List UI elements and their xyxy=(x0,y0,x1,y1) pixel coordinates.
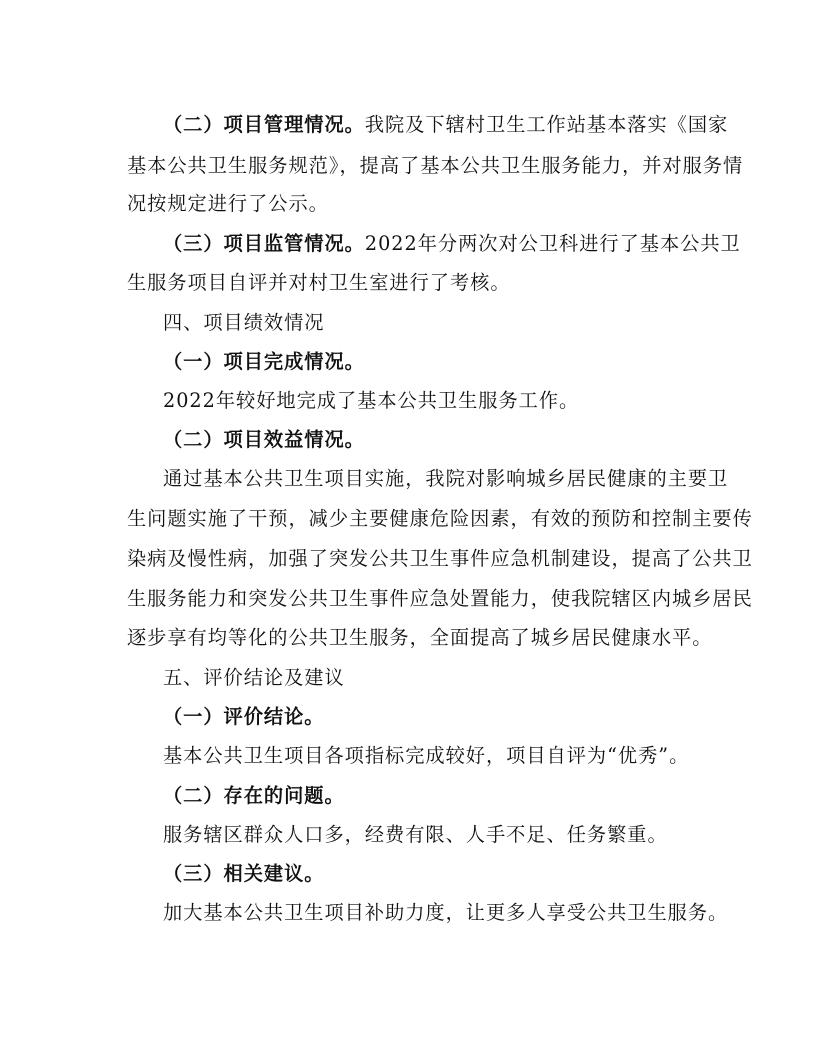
completion-text: 2022年较好地完成了基本公共卫生服务工作。 xyxy=(163,389,580,412)
management-line-2: 基本公共卫生服务规范》，提高了基本公共卫生服务能力，并对服务情 xyxy=(127,154,744,177)
management-line-1 xyxy=(163,113,729,137)
supervision-line-1 xyxy=(163,232,741,256)
section-4-title: 四、项目绩效情况 xyxy=(163,311,325,334)
benefit-para-line-1: 通过基本公共卫生项目实施，我院对影响城乡居民健康的主要卫 xyxy=(163,467,729,490)
problems-heading: （二）存在的问题。 xyxy=(163,784,345,807)
conclusion-text: 基本公共卫生项目各项指标完成较好，项目自评为“优秀”。 xyxy=(163,744,690,767)
conclusion-heading: （一）评价结论。 xyxy=(163,705,325,728)
suggestions-heading: （三）相关建议。 xyxy=(163,862,325,885)
supervision-line-2: 生服务项目自评并对村卫生室进行了考核。 xyxy=(127,271,511,294)
completion-heading: （一）项目完成情况。 xyxy=(163,350,365,373)
management-text-1: 我院及下辖村卫生工作站基本落实《国家 xyxy=(364,113,729,136)
section-5-title: 五、评价结论及建议 xyxy=(163,666,345,689)
benefit-heading: （二）项目效益情况。 xyxy=(163,428,365,451)
management-heading: （二）项目管理情况。 xyxy=(163,113,365,136)
benefit-para-line-3: 染病及慢性病，加强了突发公共卫生事件应急机制建设，提高了公共卫 xyxy=(127,547,753,570)
supervision-text-1: 2022年分两次对公卫科进行了基本公共卫 xyxy=(364,232,741,255)
management-line-3: 况按规定进行了公示。 xyxy=(127,192,329,215)
problems-text: 服务辖区群众人口多，经费有限、人手不足、任务繁重。 xyxy=(163,823,668,846)
benefit-para-line-2: 生问题实施了干预，减少主要健康危险因素，有效的预防和控制主要传 xyxy=(127,507,753,530)
supervision-heading: （三）项目监管情况。 xyxy=(163,232,365,255)
benefit-para-line-4: 生服务能力和突发公共卫生事件应急处置能力，使我院辖区内城乡居民 xyxy=(127,587,753,610)
suggestions-text: 加大基本公共卫生项目补助力度，让更多人享受公共卫生服务。 xyxy=(163,901,729,924)
benefit-para-line-5: 逐步享有均等化的公共卫生服务，全面提高了城乡居民健康水平。 xyxy=(127,626,713,649)
